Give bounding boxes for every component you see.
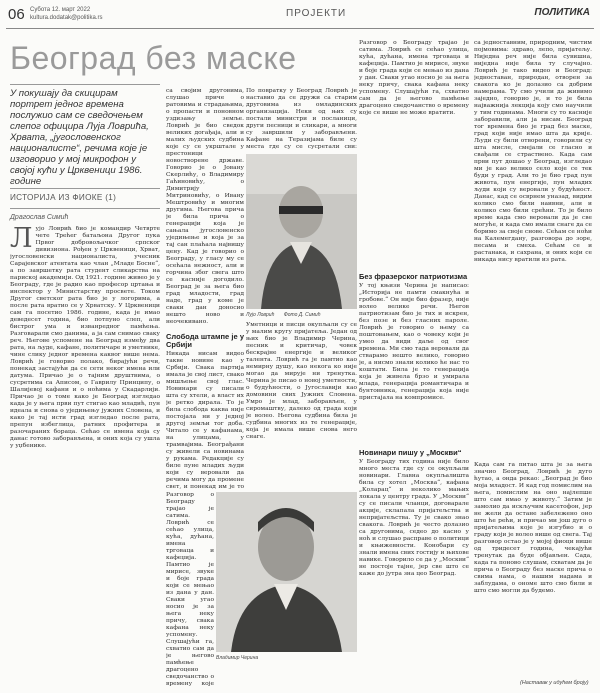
body-text: Уметници и писци окупљали су се у малим кругу пријатеља. Један од њих био је Владимир Черина, песник и критичар, човек бескрајне енергије и великог талента. Ловрић га је памтио као немирну душу, као некога ко није могао да мирује ни тренутка. Черина је писао о новој уметности, о будућности, о Југославији као домовини свих Јужних Словена. Умро је млад, заборављен, у сиромаштву, далеко од града који је волео. Његова судбина била је судбина многих из те генерације, која је имала више снова него снаге.	[246, 322, 357, 440]
body-text: У Београду тих година није било много места где су се окупљали новинари. Главна окупљалишта била су хотел „Москва“, кафана „Коларац“ и неколико мањих локала у центру града. У „Москви“ су се писали чланци, договарале акције, склапала пријатељства и непријатељства. Ту је свако знао свакога. Ловрић је често долазио са друговима, седео до касно у ноћ и слушао расправе о политици и књижевности. Конобари су знали имена свих гостију и њихове навике. Говорило се да у „Москви“ не постоје тајне, јер све што се каже до јутра зна цео Београд.	[359, 459, 469, 577]
article-subtitle: ИСТОРИЈА ИЗ ФИОКЕ (1)	[10, 193, 117, 202]
caption-credit: Фото Д. Симић	[283, 312, 321, 318]
article-title: Београд без маске	[10, 40, 297, 76]
section-heading: Новинари пишу у „Москви“	[359, 448, 462, 457]
article-lead: У покушају да скицирам портрет једног времена послужио сам се сведочењем слепог официра Луја Ловрића, Хрвата, „југословенског националисте“, речима које је изговорио у мој микрофон у својој кући у Црквеници 1986. године	[10, 88, 149, 187]
brand-label: ПОЛИТИКА	[534, 7, 590, 18]
text-column-2-bottom	[166, 492, 214, 688]
body-text: По повратку у Београд Ловрић је наставио да се дружи са старим друговима из омладинских организација. Неки од њих су постали министри и посланици, други песници и сликари, а многи су завршили у заборављени. Кафане на Теразијама биле су места где су се сусретали сви:	[246, 88, 357, 150]
photo-caption	[246, 312, 320, 318]
section-heading: Слобода штампе је у Србији	[166, 332, 244, 349]
text-column-3-lower	[246, 322, 357, 490]
text-column-4-middle	[359, 270, 469, 440]
cerina-photo	[216, 492, 357, 652]
issue-date	[30, 6, 102, 22]
drop-cap: Л	[10, 226, 33, 254]
page-header	[6, 2, 594, 29]
body-text: Разговор о Београду трајао је сатима. Ловрић се сећао улица, кућа, дућана, имена трговаца и кафеџија. Памтио је мирисе, звуке и боје града који се мењао из дана у дан. Сваки угао носио је за њега неку причу, свака кафана неку успомену. Слушајући га, схватио сам да је његово памћење драгоцено сведочанство о времену које	[166, 492, 214, 687]
photo-caption: Владимир Черина	[216, 655, 259, 661]
section-label: ПРОЈЕКТИ	[286, 8, 347, 19]
text-column-5-upper	[474, 40, 592, 460]
cerina-image	[216, 492, 357, 652]
caption-name: Лујо Ловрић	[246, 312, 275, 318]
text-column-5-lower	[474, 462, 592, 678]
body-text: Никада нисам видео такве новине као у Србији. Свака партија имала је свој лист, свако мишљење свој глас. Новинари су писали шта су хтели, а власт их је ретко дирала. То је била слобода каква није постојала ни у једној другој земљи тог доба. Читало се у кафанама, на улицама, у трамвајима. Београђани су живели са новинама у рукама. Редакције су биле пуне младих људи који су веровали да речима могу да промене свет, и понекад им је то	[166, 351, 244, 490]
text-column-2-lower	[166, 330, 244, 490]
date-text: Субота 12. март 2022	[30, 7, 91, 13]
body-text: са својим друговима, слушао приче о ратовима и страдањима, о пропасти и поновном уздизању земље. Ловрић је био сведок великих догађаја, али и малих људских судбина које су се укрштале у престоници новостворене државе. Говорио је о Јовану Скерлићу, о Владимиру Гаћиновићу, о Димитрију Митриновићу, о Ивану Мештровићу и многим другима. Његова прича је била прича о генерацији која је сањала југословенско уједињење и која је за тај сан плаћала највишу цену. Кад је говорио о Београду, у гласу му се осећала нежност, али и горчина због свега што се касније догодило. Београд је за њега био град младости, град наде, град у коме је сваки дан доносио нешто ново и неочекивано.	[166, 88, 244, 325]
portrait-photo	[246, 154, 357, 309]
body-text: Када сам га питао шта је за њега значио Београд, Ловрић је дуго ћутао, а онда рекао: „Београд је био моја младост. И кад год помислим на њега, помислим на оно најлепше што сам имао у животу.“ Затим је замолио да искључим касетофон, јер не жели да остане забележено оно што ће рећи, и причао ми још дуго о пријатељима које је изгубио и о граду који је волео више од свега. Тај разговор остао је у мојој фиоци више од тридесет година, чекајући тренутак да буде објављен. Сада, када га поново слушам, схватам да је прича о Београду без маске прича о свима нама, о нашим надама и заблудама, о ономе што смо били и што смо могли да будемо.	[474, 462, 592, 594]
portrait-image	[246, 154, 357, 309]
text-column-2	[166, 88, 244, 328]
body-text: Разговор о Београду трајао је сатима. Ловрић се сећао улица, кућа, дућана, имена трговаца и кафеџија. Памтио је мирисе, звуке и боје града који се мењао из дана у дан. Сваки угао носио је за њега неку причу, свака кафана неку успомену. Слушајући га, схватио сам да је његово памћење драгоцено сведочанство о времену које се више не може вратити.	[359, 40, 469, 116]
page-number: 06	[8, 6, 25, 23]
divider	[10, 208, 160, 209]
body-text: ујо Ловрић био је командир Четврте чете Трећег батаљона Другог пука Првог добровољачког српског дивизиона. Рођен у Црквеници, Хрват, југословенски националиста, учесник Сарајевског атентата као члан „Младе Босне“, а по завршетку рата студент сликарства на париској академији. Од 1921. године живео је у Београду, где је радио као професор цртања и инспектор у Министарству просвете. Током Другог светског рата био је у логорима, а после рата вратио се у Хрватску. У Црквеници сам га посетио 1986. године, када је имао деведесет година, био потпуно слеп, али бистрог ума и изванредног памћења. Разговарали смо данима, а ја сам снимао сваку реч. Његове успомене на Београд између два рата, на људе, кафане, политичаре и уметнике, чине слику једног времена каквог више нема. Ловрић је говорио полако, бирајући речи, понекад застајући да се сети неког имена или датума. Причао је о тајним друштвима, о сусретима са Аписом, о Гаврилу Принципу, о Шалијевој кафани и о ноћима у Скадарлији. Причао је о томе како је Београд изгледао када је у њега први пут стигао као младић, пун идеала и снова о уједињењу јужних Словена, и како је тај исти град изгледао после рата, препун избеглица, ратних профитера и разочараних бораца. Сећао се имена која су данас готово заборављена, и оних која су ушла у уџбенике.	[10, 226, 160, 449]
divider	[10, 188, 160, 189]
body-text: У тој књизи Черина је написао: „Историја не памти смакнућа и гробове.“ Он није био фразер, није волео велике речи. Његов патриотизам био је тих и искрен, без позе и без гласних пароле. Ловрић је говорио о њему са поштовањем, као о човеку који је умео да види даље од свог времена. Ми смо тада веровали да стварамо нешто велико, говорио је, а нисмо знали колико ће нас то коштати. Била је то генерација која је живела брзо и умирала млада, генерација романтичара и бунтовника, генерација која није пристајала на компромисе.	[359, 283, 469, 401]
section-heading: Без фразерског патриотизма	[359, 272, 468, 281]
byline: Драгослав Симић	[10, 214, 69, 221]
paragraph	[10, 226, 160, 450]
email-text: kultura.dodatak@politika.rs	[30, 15, 103, 21]
continued-note: (Наставак у идућем броју)	[520, 680, 589, 686]
body-text: са једноставним, природним, чистим појмовима: здраво, лепо, пријатељу. Ниједна реч није била сувишна, ниједна није била ту случајно. Ловрић је тако видео и Београд: једноставан, природан, отворен за свакога ко је долазио са добрим намерама. Ту смо учили да живимо заједно, говорио је, и то је била најважнија лекција коју смо научили у тим годинама. Многи су то касније заборавили, али ја нисам. Београд тог времена био је град без маске, град који није имао шта да крије. Људи су били отворени, говорили су шта мисле, смејали се гласно и свађали се страствено. Када сам први пут дошао у Београд, изгледао ми је као велико село које се тек буди у град. Али то је био град пун живота, пун енергије, пун младих људи који су веровали у будућност. Данас, кад се осврнем уназад, видим колико смо били наивни, али и колико смо били срећни. То је било време када смо веровали да је све могуће, и када смо имали снаге да се боримо за своје снове. Сећам се ноћи на Калемегдану, разговора до зоре, песама и смеха. Сећам се и растанака, и сахрана, и оних који се никада нису вратили из рата.	[474, 40, 592, 263]
text-column-4-upper	[359, 40, 469, 266]
text-column-3-upper	[246, 88, 357, 150]
text-column-4-lower	[359, 446, 469, 688]
text-column-1	[10, 226, 160, 688]
divider	[10, 84, 160, 85]
